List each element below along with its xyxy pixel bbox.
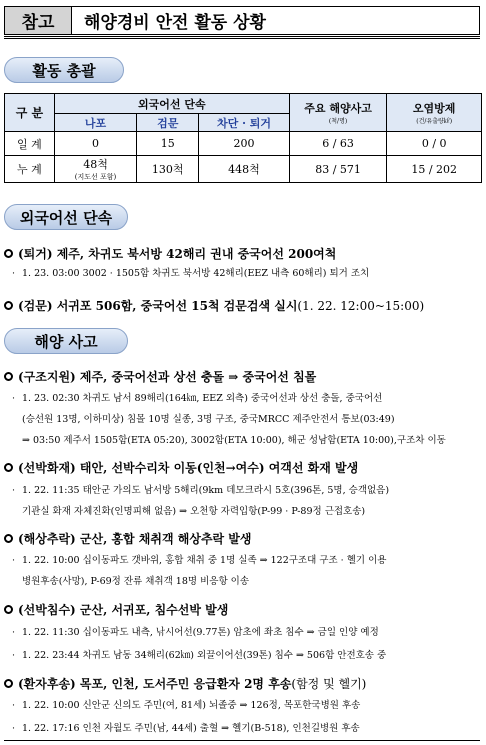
capture-header: 나포 — [54, 114, 136, 132]
list-item: (선박화재) 태안, 선박수리차 이동(인천→여수) 여객선 화재 발생 — [4, 459, 358, 476]
table-row: 일 계 0 15 200 6 / 63 0 / 0 — [5, 132, 482, 156]
section-foreign: 외국어선 단속 — [4, 204, 128, 230]
title-tag: 참고 — [5, 7, 72, 34]
col-category-header: 구 분 — [5, 94, 55, 132]
circle-bullet-icon — [4, 249, 13, 258]
row-label: 누 계 — [5, 156, 55, 183]
stats-table — [4, 93, 482, 183]
list-item: (선박침수) 군산, 서귀포, 침수선박 발생 — [4, 601, 228, 618]
table-row: 누 계 48척 (지도선 포함) 130척 448척 83 / 571 15 / 202 — [5, 156, 482, 183]
circle-bullet-icon — [4, 372, 13, 381]
section-accident: 해양 사고 — [4, 328, 128, 354]
list-item: (퇴거) 제주, 차귀도 북서방 42해리 권내 중국어선 200여척 — [4, 245, 336, 262]
circle-bullet-icon — [4, 534, 13, 543]
circle-bullet-icon — [4, 463, 13, 472]
page-title: 해양경비 안전 활동 상황 — [84, 13, 266, 33]
section-summary: 활동 총괄 — [4, 57, 124, 83]
accident-header: 주요 해양사고 (척/명) — [289, 94, 387, 132]
circle-bullet-icon — [4, 605, 13, 614]
inspect-header: 검문 — [137, 114, 199, 132]
row-label: 일 계 — [5, 132, 55, 156]
circle-bullet-icon — [4, 679, 13, 688]
circle-bullet-icon — [4, 301, 13, 310]
pollution-header: 오염방제 (건/유출량㎘) — [387, 94, 482, 132]
list-item: (환자후송) 목포, 인천, 도서주민 응급환자 2명 후송 (함정 및 헬기) — [4, 675, 366, 692]
list-item: (구조지원) 제주, 중국어선과 상선 충돌 ⇒ 중국어선 침몰 — [4, 368, 316, 385]
bottom-rule — [4, 740, 480, 741]
title-bar — [4, 6, 480, 35]
list-item: (검문) 서귀포 506함, 중국어선 15척 검문검색 실시 (1. 22. 12:00~15:00) — [4, 297, 424, 314]
list-item: (해상추락) 군산, 홍합 채취객 해상추락 발생 — [4, 530, 252, 547]
block-header: 차단 · 퇴거 — [199, 114, 290, 132]
title-underline — [4, 36, 480, 39]
foreign-group-header: 외국어선 단속 — [54, 94, 289, 114]
